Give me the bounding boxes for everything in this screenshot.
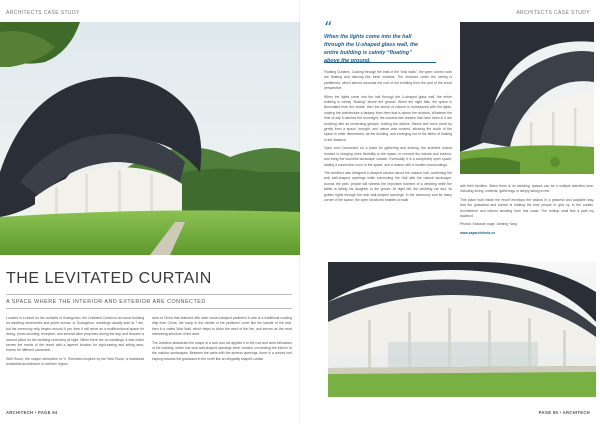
website-link[interactable]: www.sayarchitects.cn <box>460 230 496 235</box>
hero-photo-graphic <box>0 22 300 255</box>
paragraph: The architect abstracted the shape of a wok and not applied it to the roof and west elevations of the building, which has wok wall-shaped openings were created, connecting the interior to the outdoor landscapes. Between the walls with the several openings, there is a curved roof sloping towards the grassland in the north like an elegantly shaped curtain. <box>152 340 292 361</box>
bottom-right-photo-graphic <box>328 262 596 397</box>
running-head-left: ARCHITECTS CASE STUDY <box>6 10 80 16</box>
paragraph: Open and Connected. As a place for gathering and sharing, the architect looked forward to bringing more flexibility to the space, to connect the interior and exterior, and bring the bountiful landscape outside. Eventually it is a completely open space, adding a connection room to the space, and a reason with a modern surroundings. <box>324 146 452 167</box>
article-title: THE LEVITATED CURTAIN <box>6 270 212 287</box>
right-page <box>300 0 600 424</box>
paragraph: With Room, the unique streamline of Yi, Reisheed inspired by the Wok Room, a traditional residential architecture in northern region <box>6 356 144 367</box>
running-head-right: ARCHITECTS CASE STUDY <box>516 10 590 16</box>
quote-divider <box>324 62 436 63</box>
subtitle-divider <box>6 308 292 309</box>
paragraph: When the lights come into the hall through the U-shaped glass wall, the entire building is calmly “floating” above the ground. When the night falls, the space is illuminated from the shade, then the sense of volume is harmonized with the lights, making the architecture a fantasy from here that is above the rainbow. Whatever the time of day it catches the moonlight, the curtains like dreams that have been in it are touching with an immersing gesture, holding the visitors. Steam and voice come by gently from a space, brought, and nature was created, allowing the touch of the space in other dimensions; as the building, and emerging out of the fabric of floating in the distance. <box>324 94 452 142</box>
left-column-2 <box>152 316 292 365</box>
paragraph: This place built inside the resort envelops the visitors in a peaceful and palpable way, that the grassland and sunset is making the time people to give up to the curtain. Architecture and interior wedding here has coast. The rooftop shall find a path my backfoot. <box>460 197 594 219</box>
curved-roof-photo <box>460 22 594 174</box>
paragraph: Floating Curtains. Looking through the east of the “wok walls”, the open curved roofs are floating and dancing like three curtains. The structure under the ceiling is partitioned, which almost conceals the roof of the building from the part of the wood perspective. <box>324 70 452 91</box>
right-column-2 <box>460 184 594 239</box>
building-landscape-photo <box>0 22 300 255</box>
photo-credit: Photos: Shaonan nage, Jiaming Yang <box>460 222 517 227</box>
paragraph: Located in a resort on the outskirts of Guangzhou, the Levitated Curtain is an iconic building for wedding ceremonies and public events. In Guangzhou, weddings usually start at 7 am, but the ceremony only begins around 6 pm, then it will serve as a multifunctional space for dining, photo shooting, reception, and several other purposes during the day, and become a second place for the wedding ceremony at night. When there are no weddings, it was which serves the needs of the resort with a layered location for sight-seeing and sitting area, events for different occasions. <box>6 316 144 353</box>
colonnade-photo <box>328 262 596 397</box>
top-right-photo-graphic <box>460 22 594 174</box>
left-column-1 <box>6 316 144 371</box>
paragraph: with their families. When there is no wedding, spaces can be a multiple activities here, including dining, hotbeds, gatherings or simply taking a rest. <box>460 184 594 194</box>
quote-icon: “ <box>324 18 333 37</box>
paragraph: The architect also designed U-shaped corridor about the outdoor hall, combining the wok wall-shaped openings while connecting the Hall with the natural landscape. Across the path, people will witness the important moment of a wedding while the father is taking his daughter to the groom. At night fall, the wedding car and, its golden lights through the wok wall-shaped openings. In the ceremony and be many corner of the space; the open structures enables to walk <box>324 170 452 202</box>
right-column-1 <box>324 70 452 206</box>
folio-right: PAGE 95 • ARCHITECH <box>538 410 590 415</box>
title-divider <box>6 294 292 295</box>
paragraph: area of China that featured with wide curved-shaped pedimen! A wok is a traditional cooking ship from China, the hump in the middle of the pedimen! cover like the handle of the wok, then it is called Wok Wall, which helps to block the wind of the fire, and serves as the most interesting structure of the area. <box>152 316 292 337</box>
article-subtitle: A SPACE WHERE THE INTERIOR AND EXTERIOR ARE CONNECTED <box>6 299 206 305</box>
pull-quote: When the lights come into the hall through the U-shaped glass wall, the entire building is calmly “floating” above the ground. <box>324 34 419 64</box>
folio-left: ARCHITECH • PAGE 94 <box>6 410 58 415</box>
